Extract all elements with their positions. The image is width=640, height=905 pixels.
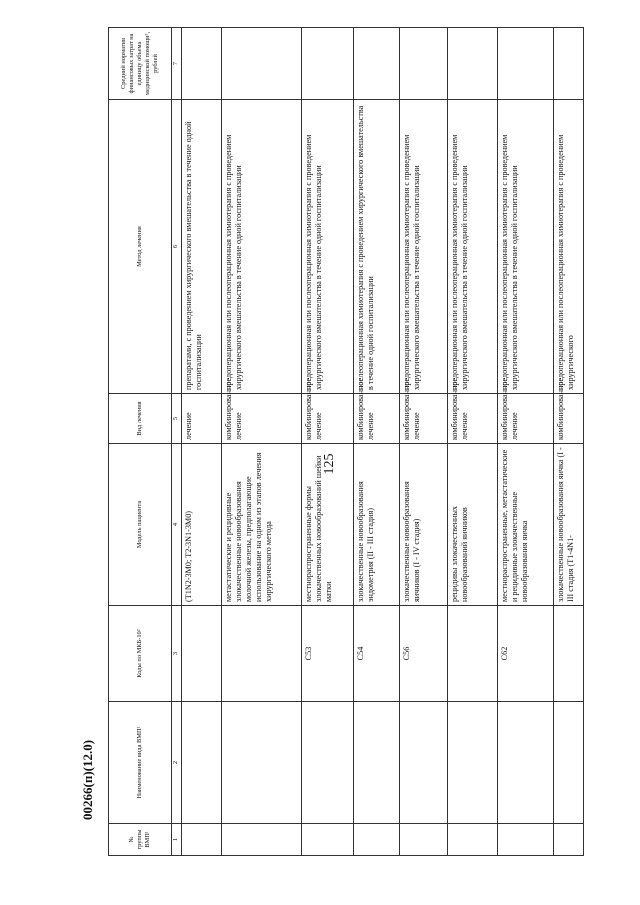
cell-code <box>554 606 584 702</box>
table-row <box>554 28 584 856</box>
cell-group <box>222 824 302 856</box>
column-number: 6 <box>172 100 182 394</box>
cell-method: послеоперационная химиотерапия с проведением хирургического вмешательства в течение одной госпитализации <box>354 100 400 394</box>
table-row <box>498 28 554 856</box>
cell-type: комбинированное лечение <box>354 394 400 444</box>
cell-group <box>354 824 400 856</box>
cell-model: местнораспространенные, метастатические и рецидивные злокачественные новообразования яичка <box>498 444 554 606</box>
column-number: 2 <box>172 702 182 824</box>
table-row <box>222 28 302 856</box>
cell-cost <box>302 28 354 100</box>
cell-cost <box>400 28 448 100</box>
cell-method: препаратами, с проведением хирургического вмешательства в течение одной госпитализации <box>182 100 222 394</box>
cell-method: предоперационная или послеоперационная химиотерапия с проведением хирургического вмешательства в течение одной госпитализации <box>448 100 498 394</box>
cell-code <box>182 606 222 702</box>
cell-vmp <box>400 702 448 824</box>
cell-model: злокачественные новообразования яичников (I - IV стадия) <box>400 444 448 606</box>
table-row <box>182 28 222 856</box>
cell-code <box>448 606 498 702</box>
table-row <box>400 28 448 856</box>
cell-method: предоперационная или послеоперационная химиотерапия с проведением хирургического <box>554 100 584 394</box>
column-number: 5 <box>172 394 182 444</box>
cell-cost <box>182 28 222 100</box>
column-number: 1 <box>172 824 182 856</box>
page-number: 125 <box>322 453 337 475</box>
cell-type: комбинированное лечение <box>448 394 498 444</box>
cell-model: злокачественные новообразования яичка (I - III стадия (T1-4N1- <box>554 444 584 606</box>
cell-group <box>302 824 354 856</box>
cell-type: комбинированное лечение <box>400 394 448 444</box>
cell-vmp <box>448 702 498 824</box>
cell-model: рецидивы злокачественных новообразований яичников <box>448 444 498 606</box>
header-icd-codes: Коды по МКБ-10² <box>109 606 172 702</box>
rotated-table-container <box>108 28 578 856</box>
header-cost-norm: Средний норматив финансовых затрат на единицу объема медицинской помощи³, рублей <box>109 28 172 100</box>
cell-vmp <box>302 702 354 824</box>
cell-cost <box>354 28 400 100</box>
table-row <box>354 28 400 856</box>
cell-model: метастатические и рецидивные злокачественные новообразования молочной железы, предполагающие использование на одном из этапов лечения хирургического метода <box>222 444 302 606</box>
cell-method: предоперационная или послеоперационная химиотерапия с проведением хирургического вмешательства в течение одной госпитализации <box>222 100 302 394</box>
cell-code: C53 <box>302 606 354 702</box>
cell-cost <box>222 28 302 100</box>
cell-code <box>222 606 302 702</box>
cell-method: предоперационная или послеоперационная химиотерапия с проведением хирургического вмешательства в течение одной госпитализации <box>498 100 554 394</box>
cell-vmp <box>354 702 400 824</box>
cell-group <box>400 824 448 856</box>
cell-model: злокачественные новообразования эндометрия (II - III стадия) <box>354 444 400 606</box>
cell-vmp <box>182 702 222 824</box>
header-patient-model: Модель пациента <box>109 444 172 606</box>
cell-type: комбинированное лечение <box>498 394 554 444</box>
cell-vmp <box>222 702 302 824</box>
cell-group <box>498 824 554 856</box>
table-row <box>302 28 354 856</box>
cell-method: предоперационная или послеоперационная химиотерапия с проведением хирургического вмешательства в течение одной госпитализации <box>400 100 448 394</box>
header-treatment-type: Вид лечения <box>109 394 172 444</box>
cell-type: комбинированное <box>554 394 584 444</box>
cell-vmp <box>554 702 584 824</box>
cell-code: C54 <box>354 606 400 702</box>
cell-group <box>554 824 584 856</box>
cell-group <box>182 824 222 856</box>
column-number: 3 <box>172 606 182 702</box>
cell-vmp <box>498 702 554 824</box>
header-row <box>109 28 172 856</box>
header-group-number: № группы ВМП¹ <box>109 824 172 856</box>
table-row <box>448 28 498 856</box>
cell-model: местнораспространенные формы злокачественных новообразований шейки матки <box>302 444 354 606</box>
cell-code: C56 <box>400 606 448 702</box>
cell-cost <box>448 28 498 100</box>
cell-type: комбинированное лечение <box>302 394 354 444</box>
cell-group <box>448 824 498 856</box>
cell-code: C62 <box>498 606 554 702</box>
document-code: 00266(п)(12.0) <box>80 739 95 820</box>
column-number: 4 <box>172 444 182 606</box>
cell-type: лечение <box>182 394 222 444</box>
cell-type: комбинированное лечение <box>222 394 302 444</box>
header-treatment-method: Метод лечения <box>109 100 172 394</box>
cell-model: (T1N2-3M0; T2-3N1-3M0) <box>182 444 222 606</box>
cell-cost <box>498 28 554 100</box>
cell-method: предоперационная или послеоперационная химиотерапия с проведением хирургического вмешательства в течение одной госпитализации <box>302 100 354 394</box>
header-vmp-type: Наименование вида ВМП¹ <box>109 702 172 824</box>
treatment-table <box>108 27 584 856</box>
column-number: 7 <box>172 28 182 100</box>
cell-cost <box>554 28 584 100</box>
column-number-row <box>172 28 182 856</box>
